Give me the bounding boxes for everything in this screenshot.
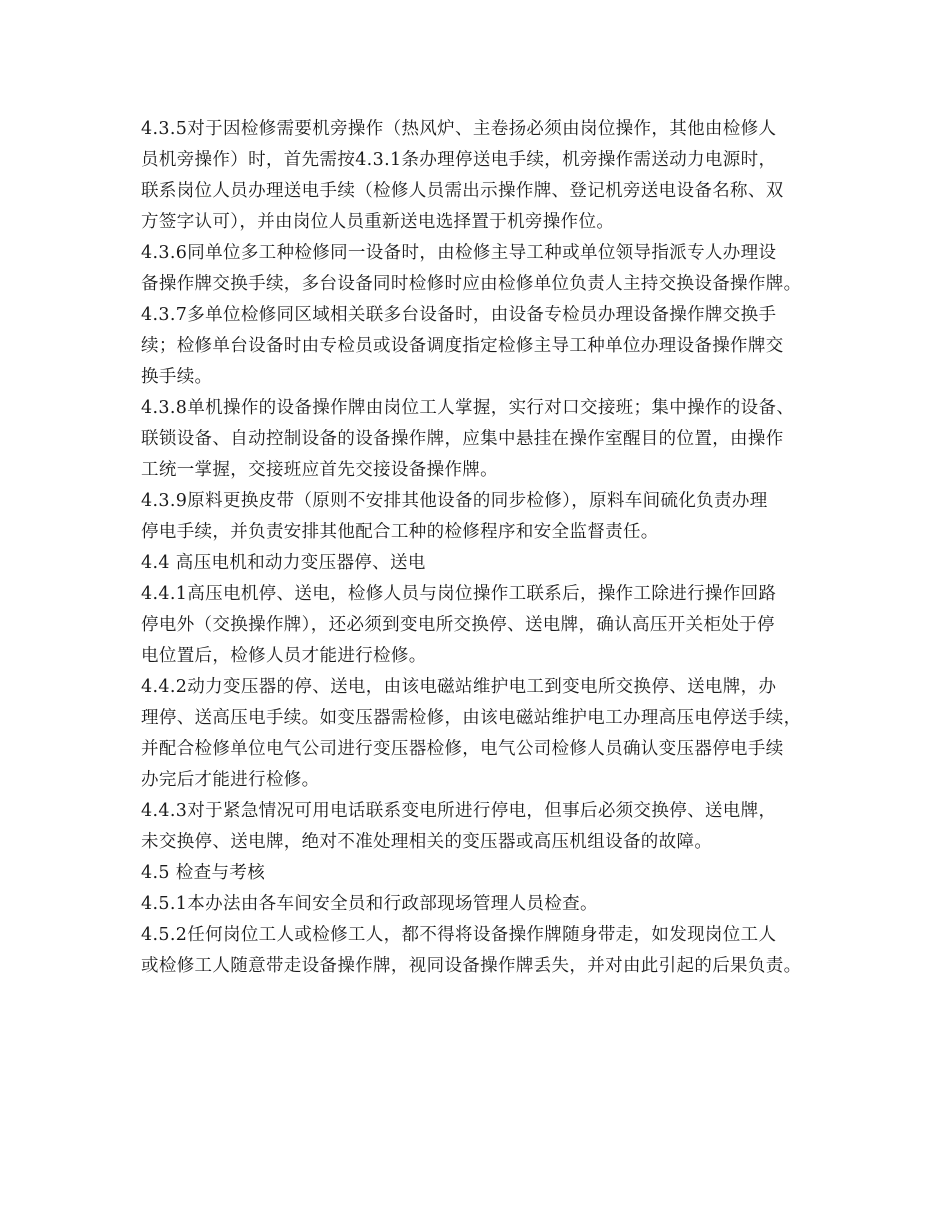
- text-line: 方签字认可），并由岗位人员重新送电选择置于机旁操作位。: [141, 212, 615, 232]
- text-line: 4.3.8单机操作的设备操作牌由岗位工人掌握，实行对口交接班；集中操作的设备、: [141, 398, 795, 418]
- text-line: 4.4.2动力变压器的停、送电，由该电磁站维护电工到变电所交换停、送电牌，办: [141, 677, 777, 697]
- text-line: 4.3.9原料更换皮带（原则不安排其他设备的同步检修），原料车间硫化负责办理: [141, 491, 768, 511]
- text-line: 未交换停、送电牌，绝对不准处理相关的变压器或高压机组设备的故障。: [141, 832, 713, 852]
- section-heading: 4.4 高压电机和动力变压器停、送电: [141, 553, 426, 573]
- section-heading: 4.5 检查与考核: [141, 863, 266, 883]
- text-line: 4.5.2任何岗位工人或检修工人，都不得将设备操作牌随身带走，如发现岗位工人: [141, 925, 777, 945]
- text-line: 停电手续，并负责安排其他配合工种的检修程序和安全监督责任。: [141, 522, 659, 542]
- text-line: 备操作牌交换手续，多台设备同时检修时应由检修单位负责人主持交换设备操作牌。: [141, 274, 802, 294]
- text-line: 员机旁操作）时，首先需按4.3.1条办理停送电手续，机旁操作需送动力电源时，: [141, 150, 777, 170]
- text-line: 电位置后，检修人员才能进行检修。: [141, 646, 427, 666]
- text-line: 4.5.1本办法由各车间安全员和行政部现场管理人员检查。: [141, 894, 598, 914]
- text-line: 或检修工人随意带走设备操作牌，视同设备操作牌丢失，并对由此引起的后果负责。: [141, 956, 802, 976]
- text-line: 换手续。: [141, 367, 213, 387]
- text-line: 4.3.5对于因检修需要机旁操作（热风炉、主卷扬必须由岗位操作，其他由检修人: [141, 119, 777, 139]
- text-line: 停电外（交换操作牌），还必须到变电所交换停、送电牌，确认高压开关柜处于停: [141, 615, 775, 635]
- text-line: 续；检修单台设备时由专检员或设备调度指定检修主导工种单位办理设备操作牌交: [141, 336, 784, 356]
- text-line: 4.4.3对于紧急情况可用电话联系变电所进行停电，但事后必须交换停、送电牌，: [141, 801, 777, 821]
- text-line: 理停、送高压电手续。如变压器需检修，由该电磁站维护电工办理高压电停送手续，: [141, 708, 802, 728]
- text-line: 联系岗位人员办理送电手续（检修人员需出示操作牌、登记机旁送电设备名称、双: [141, 181, 784, 201]
- text-line: 4.3.7多单位检修同区域相关联多台设备时，由设备专检员办理设备操作牌交换手: [141, 305, 777, 325]
- document-body: [141, 114, 831, 982]
- text-line: 联锁设备、自动控制设备的设备操作牌，应集中悬挂在操作室醒目的位置，由操作: [141, 429, 784, 449]
- text-line: 4.4.1高压电机停、送电，检修人员与岗位操作工联系后，操作工除进行操作回路: [141, 584, 777, 604]
- text-line: 并配合检修单位电气公司进行变压器检修，电气公司检修人员确认变压器停电手续: [141, 739, 784, 759]
- text-line: 工统一掌握，交接班应首先交接设备操作牌。: [141, 460, 498, 480]
- text-line: 4.3.6同单位多工种检修同一设备时，由检修主导工种或单位领导指派专人办理设: [141, 243, 777, 263]
- text-line: 办完后才能进行检修。: [141, 770, 320, 790]
